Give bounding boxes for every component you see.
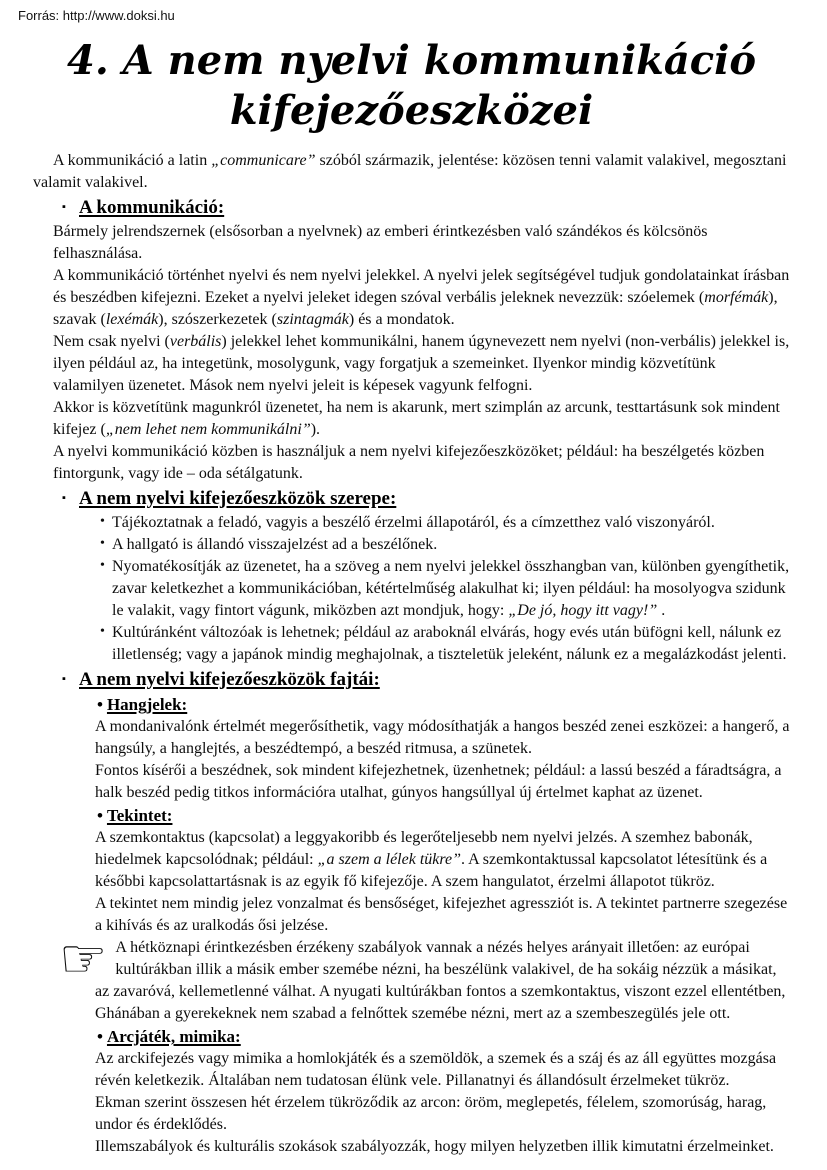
heading-text: A kommunikáció: (79, 197, 225, 218)
italic-segment: „communicare” (211, 152, 316, 169)
kommunikacio-paragraph-2 (53, 265, 790, 331)
arcjatek-paragraph-1: Az arckifejezés vagy mimika a homlokjáték és a szemöldök, a szemek és a száj és az áll együttes mozgása révén keletkezik. Általában nem tudatosan élünk vele. Pillanatnyi és állandósult érzelmeket tükröz. (95, 1050, 777, 1089)
list-item-text: A hallgató is állandó visszajelzést ad a beszélőnek. (112, 536, 438, 553)
text-segment: A kommunikáció a latin (53, 152, 212, 169)
round-bullet-icon: • (100, 558, 105, 573)
list-item (98, 512, 790, 534)
round-bullet-icon: • (97, 695, 103, 714)
source-url-line: Forrás: http://www.doksi.hu (18, 8, 175, 23)
section-heading-fajtai (62, 666, 790, 693)
round-bullet-icon: • (100, 514, 105, 529)
square-bullet-icon: ▪ (62, 201, 66, 213)
kommunikacio-paragraph-3 (53, 331, 790, 397)
heading-text: Arcjáték, mimika: (106, 1027, 241, 1046)
intro-paragraph (33, 150, 790, 194)
page-title (33, 36, 790, 136)
heading-text: Hangjelek: (106, 695, 188, 714)
text-segment: Akkor is közvetítünk magunkról üzenetet, ha nem is akarunk, mert szimplán az arcunk, testtartásunk sok mindent kifejez ( (53, 399, 780, 438)
round-bullet-icon: • (97, 806, 103, 825)
italic-segment: „a szem a lélek tükre” (317, 851, 461, 868)
section-heading-szerepe (62, 485, 790, 512)
heading-text: A nem nyelvi kifejezőeszközök szerepe: (79, 488, 397, 509)
text-segment: . (657, 602, 666, 619)
list-item-text: Tájékoztatnak a feladó, vagyis a beszélő érzelmi állapotáról, és a címzetthez való viszonyáról. (112, 514, 715, 531)
heading-text: Tekintet: (106, 806, 173, 825)
round-bullet-icon: • (100, 624, 105, 639)
square-bullet-icon: ▪ (62, 492, 66, 504)
italic-segment: lexémák (105, 311, 159, 328)
subsection-heading-hangjelek (97, 693, 790, 716)
text-segment: ). (310, 421, 321, 438)
section-heading-kommunikacio (62, 194, 790, 221)
text-segment: ) és a mondatok. (348, 311, 455, 328)
subsection-heading-tekintet (97, 804, 790, 827)
list-item-text: Nyomatékosítják az üzenetet, ha a szöveg a nem nyelvi jelekkel összhangban van, különben gyengíthetik, zavar keletkezhet a kommunikációban, kétértelműség alakulhat ki; ilyen például: ha mosolyogva szidunk le valakit, vagy fintort vágunk, miközben azt mondjuk, hogy: (112, 558, 790, 619)
arcjatek-paragraph-3: Illemszabályok és kulturális szokások szabályozzák, hogy milyen helyzetben illik kimutatni érzelmeinket. (95, 1138, 774, 1155)
text-segment: A szemkontaktus (kapcsolat) a leggyakoribb és legerőteljesebb nem nyelvi jelzés. A szemhez babonák, hiedelmek kapcsolódnak; például: (95, 829, 753, 868)
text-segment: ) jelekkel lehet kommunikálni, hanem úgynevezett nem nyelvi (non-verbális) jelekkel is, ilyen például az, ha integetünk, mosolygunk, vagy forgatjuk a szemeinket. Ilyenkor mindig közvetítünk valamilyen üzenetet. Mások nem nyelvi jeleit is képesek vagyunk felfogni. (53, 333, 790, 394)
text-segment: A kommunikáció történhet nyelvi és nem nyelvi jelekkel. A nyelvi jelek segítségével tudjuk gondolatainkat írásban és beszédben kifejezni. Ezeket a nyelvi jeleket idegen szóval verbális jeleknek nevezzük: szóelemek ( (53, 267, 790, 306)
text-segment: A hétköznapi érintkezésben érzékeny szabályok vannak a nézés helyes arányait illetően: az európai kultúrákban illik a másik ember szemébe nézni, ha beszélünk valakivel, de ha sokáig nézzük a másikat, az zavaróvá, kellemetlenné válhat. A nyugati kultúrákban fontos a szemkontaktus, viszont ezzel ellentétben, Ghánában a gyerekeknek nem szabad a felnőttek szemébe nézni, mert az a szembeszegülés jele ott. (95, 939, 786, 1022)
list-item (98, 556, 790, 622)
text-segment: szóból származik, jelentése: közösen tenni valamit valakivel, megosztani valamit valakivel. (33, 152, 787, 191)
list-item (98, 622, 790, 666)
text-segment: Nem csak nyelvi ( (53, 333, 170, 350)
italic-segment: szintagmák (276, 311, 349, 328)
square-bullet-icon: ▪ (62, 673, 66, 685)
title-line-1: 4. A nem nyelvi kommunikáció (66, 37, 757, 84)
subsection-heading-arcjatek (97, 1025, 790, 1048)
arcjatek-paragraph-2: Ekman szerint összesen hét érzelem tükröződik az arcon: öröm, meglepetés, félelem, szomorúság, harag, undor és érdeklődés. (95, 1094, 767, 1133)
list-item-text: Kultúránként változóak is lehetnek; például az araboknál elvárás, hogy evés után büfögni kell, nálunk ez illetlenség; vagy a japánok mindig meghajolnak, a tiszteletük jeleként, nálunk ez a megalázkodást jelenti. (112, 624, 787, 663)
title-line-2: kifejezőeszközei (229, 87, 594, 134)
italic-segment: verbális (169, 333, 222, 350)
hangjelek-paragraph-1: A mondanivalónk értelmét megerősíthetik, vagy módosíthatják a hangos beszéd zenei eszközei: a hangerő, a hangsúly, a hanglejtés, a beszédtempó, a beszéd ritmusa, a szünetek. (95, 718, 790, 757)
hangjelek-paragraph-2: Fontos kísérői a beszédnek, sok mindent kifejezhetnek, üzenhetnek; például: a lassú beszéd a fáradtságra, a halk beszéd pedig titkos információra utalhat, gúnyos hangsúllyal új értelmet kaphat az üzenet. (95, 762, 782, 801)
text-segment: . A szemkontaktussal kapcsolatot létesítünk és a későbbi kapcsolattartásnak is az egyik fő kifejezője. A szem hangulatot, érzelmi állapotot tükröz. (95, 851, 768, 890)
tekintet-paragraph-1 (95, 827, 790, 893)
italic-segment: „nem lehet nem kommunikálni” (105, 421, 311, 438)
tekintet-paragraph-3 (59, 927, 790, 1025)
kommunikacio-paragraph-5: A nyelvi kommunikáció közben is használjuk a nem nyelvi kifejezőeszközöket; például: ha beszélgetés közben fintorgunk, vagy ide – oda sétálgatunk. (53, 443, 765, 482)
tekintet-paragraph-2: A tekintet nem mindig jelez vonzalmat és bensőséget, kifejezhet agressziót is. A tekintet partnerre szegezése a kihívás és az uralkodás ősi jelzése. (95, 895, 788, 934)
italic-segment: „De jó, hogy itt vagy!” (508, 602, 658, 619)
round-bullet-icon: • (97, 1027, 103, 1046)
round-bullet-icon: • (100, 536, 105, 551)
text-segment: ), szavak ( (53, 289, 778, 328)
manicule-pointing-hand-icon: ☞ (59, 927, 108, 990)
heading-text: A nem nyelvi kifejezőeszközök fajtái: (79, 669, 380, 690)
list-item (98, 534, 790, 556)
kommunikacio-paragraph-1: Bármely jelrendszernek (elsősorban a nyelvnek) az emberi érintkezésben való szándékos és kölcsönös felhasználása. (53, 223, 708, 262)
text-segment: ), szószerkezetek ( (158, 311, 277, 328)
italic-segment: morfémák (704, 289, 769, 306)
kommunikacio-paragraph-4 (53, 397, 790, 441)
